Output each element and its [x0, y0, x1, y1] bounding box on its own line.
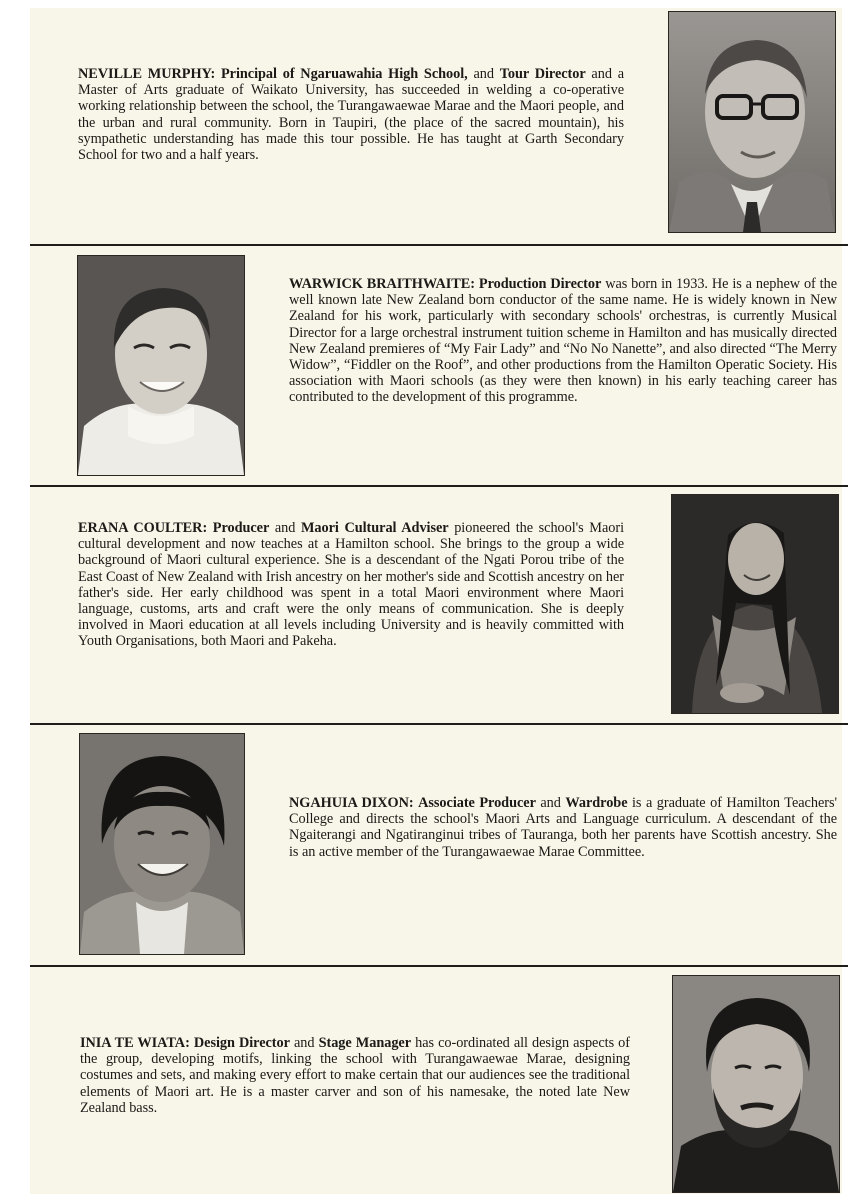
bio-erana-coulter: ERANA COULTER: Producer and Maori Cultural Adviser pioneered the school's Maori cultural development and now teaches at a Hamilton school. She brings to the group a wide background of Maori cultural experience. She is a descendant of the Ngati Porou tribe of the East Coast of New Zealand with Irish ancestry on her mother's side and Scottish ancestry on her father's side. Her early childhood was spent in a total Maori environment where Maori language, customs, arts and craft were the only means of communication. She is deeply involved in Maori education at all levels including University and is heavily committed with Youth Organisations, both Maori and Pakeha.: [78, 520, 624, 650]
bio-neville-murphy: NEVILLE MURPHY: Principal of Ngaruawahia High School, and Tour Director and a Master of Arts graduate of Waikato University, has succeeded in welding a co-operative working relationship between the school, the Turangawaewae Marae and the Maori people, and the urban and rural community. Born in Taupiri, (the place of the sacred mountain), his sympathetic understanding has made this tour possible. He has taught at Garth Secondary School for two and a half years.: [78, 66, 625, 164]
role: Production Director: [478, 276, 602, 292]
portrait-photo-inia-te-wiata: [672, 975, 840, 1193]
portrait-photo-ngahuia-dixon: [79, 733, 245, 955]
name: ERANA COULTER:: [78, 520, 208, 536]
bio-warwick-braithwaite: WARWICK BRAITHWAITE: Production Director was born in 1933. He is a nephew of the well known late New Zealand born conductor of the same name. He is widely known in New Zealand for his work, particularly with secondary schools' orchestras, is currently Musical Director for a large orchestral instrument tuition scheme in Hamilton and has musically directed New Zealand premieres of “My Fair Lady” and “No No Nanette”, and also directed “The Merry Widow”, “Fiddler on the Roof”, and other productions from the Hamilton Operatic Society. His association with Maori schools (as they were then known) in his early teaching career has contributed to the development of this programme.: [289, 276, 837, 406]
section-divider: [30, 485, 848, 487]
role: Associate Producer: [418, 795, 536, 811]
role: Design Director: [193, 1035, 290, 1051]
role: Stage Manager: [318, 1035, 412, 1051]
portrait-photo-erana-coulter: [671, 494, 839, 714]
section-divider: [30, 723, 848, 725]
name: INIA TE WIATA:: [80, 1035, 190, 1051]
role: Principal of Ngaruawahia High School,: [221, 66, 468, 82]
name: NEVILLE MURPHY:: [78, 66, 216, 82]
bio-ngahuia-dixon: NGAHUIA DIXON: Associate Producer and Wardrobe is a graduate of Hamilton Teachers' College and directs the school's Maori Arts and Language curriculum. A descendant of the Ngaiterangi and Ngatiranginui tribes of Tauranga, both her parents have Scottish ancestry. She is an active member of the Turangawaewae Marae Committee.: [289, 795, 837, 860]
portrait-photo-warwick-braithwaite: [77, 255, 245, 476]
name: WARWICK BRAITHWAITE:: [289, 276, 475, 292]
role: Tour Director: [499, 66, 586, 82]
role: Wardrobe: [565, 795, 628, 811]
bio-inia-te-wiata: INIA TE WIATA: Design Director and Stage Manager has co-ordinated all design aspects of the group, developing motifs, linking the school with Turangawaewae Marae, designing costumes and sets, and making every effort to make certain that our audiences see the traditional elements of Maori art. He is a master carver and son of his namesake, the noted late New Zealand bass.: [80, 1035, 630, 1116]
section-divider: [30, 244, 848, 246]
section-divider: [30, 965, 848, 967]
name: NGAHUIA DIXON:: [289, 795, 414, 811]
portrait-photo-neville-murphy: [668, 11, 836, 233]
role: Maori Cultural Adviser: [300, 520, 449, 536]
role: Producer: [212, 520, 270, 536]
